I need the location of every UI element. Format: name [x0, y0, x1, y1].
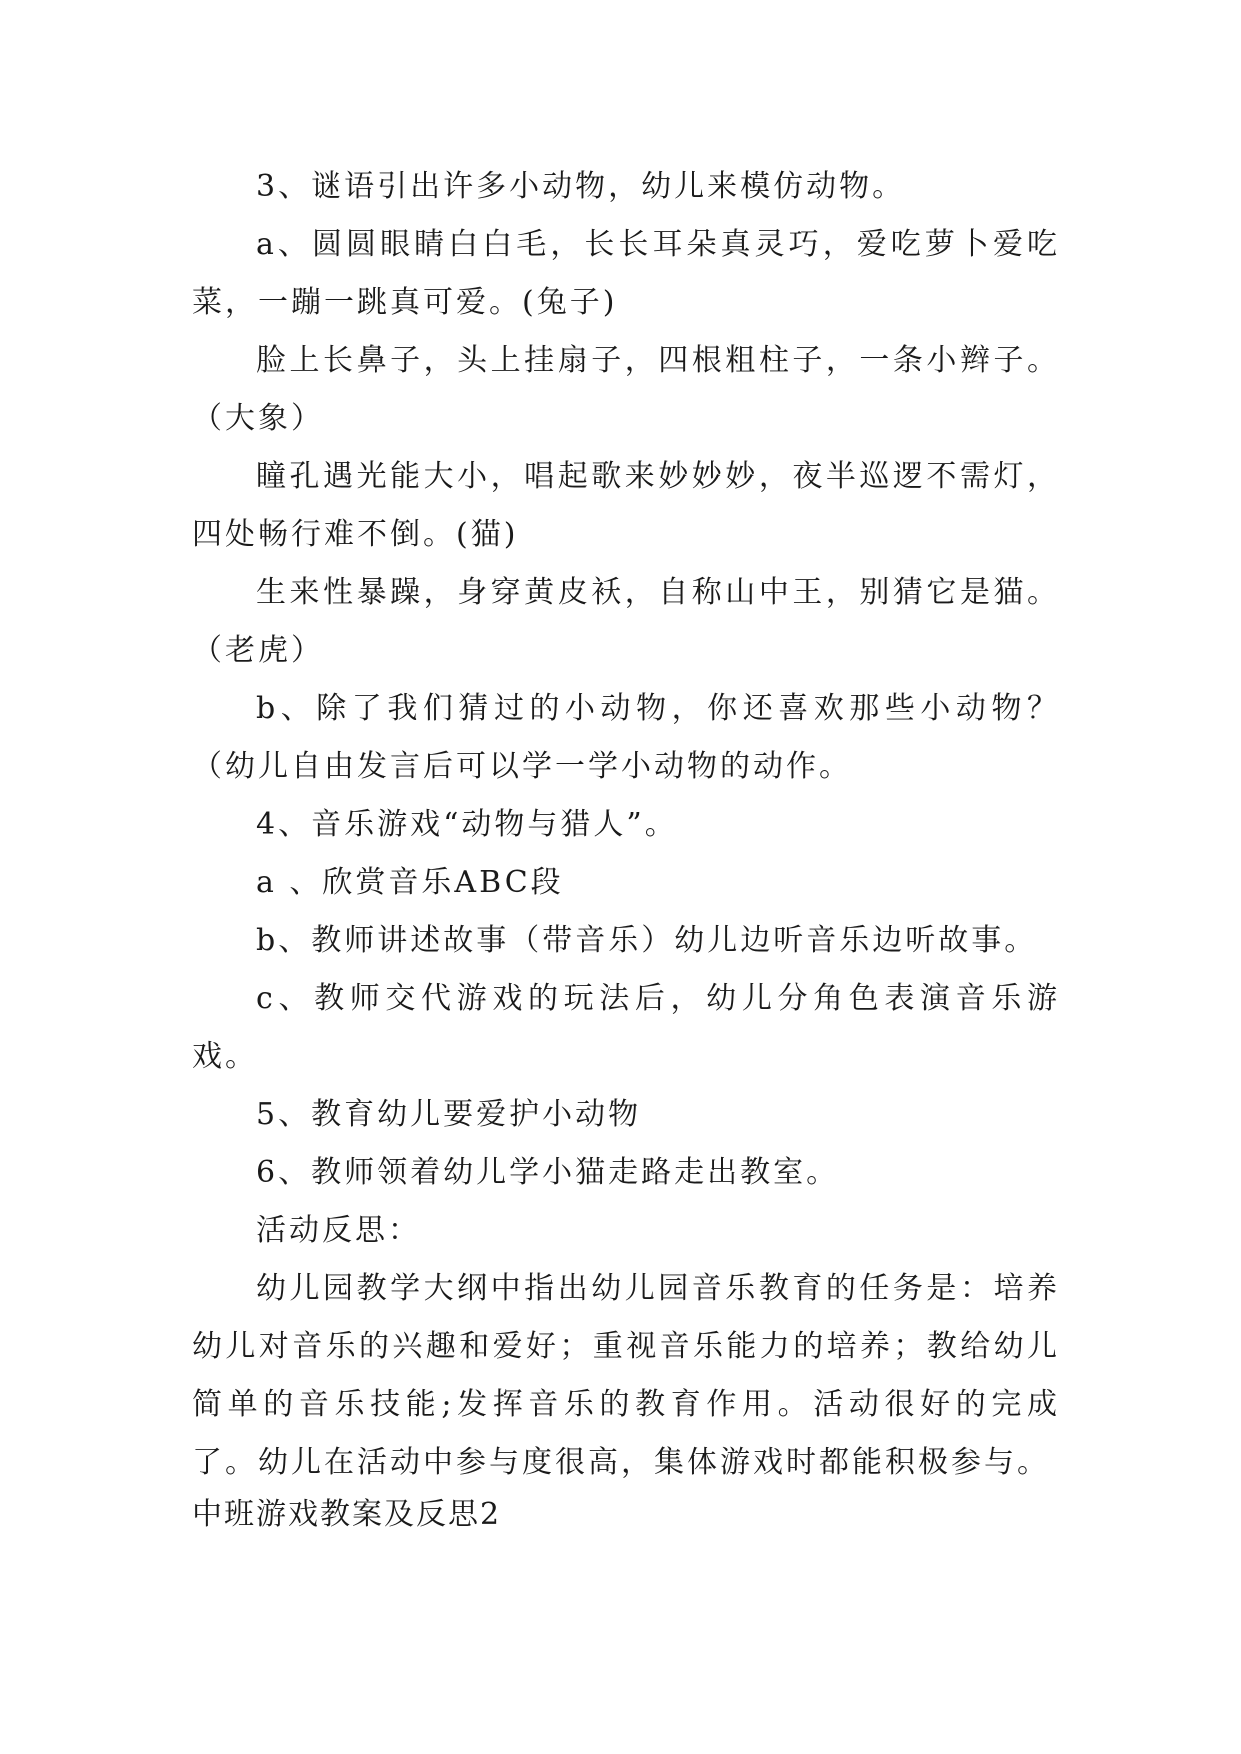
paragraph-other-animals: b、除了我们猜过的小动物，你还喜欢那些小动物？（幼儿自由发言后可以学一学小动物的动作。: [192, 691, 1060, 784]
paragraph-cat-walk: 6、教师领着幼儿学小猫走路走出教室。: [256, 1155, 840, 1190]
paragraph-music-game: 4、音乐游戏“动物与猎人”。: [256, 807, 678, 842]
paragraph-riddle-elephant: 脸上长鼻子，头上挂扇子，四根粗柱子，一条小辫子。（大象）: [192, 343, 1060, 436]
section-title: 中班游戏教案及反思2: [192, 1497, 502, 1532]
paragraph-protect-animals: 5、教育幼儿要爱护小动物: [256, 1097, 642, 1132]
paragraph-riddle-cat: 瞳孔遇光能大小，唱起歌来妙妙妙，夜半巡逻不需灯，四处畅行难不倒。(猫): [192, 459, 1060, 552]
paragraph-game-rules: c、教师交代游戏的玩法后，幼儿分角色表演音乐游戏。: [192, 981, 1060, 1074]
paragraph-reflection-body: 幼儿园教学大纲中指出幼儿园音乐教育的任务是：培养幼儿对音乐的兴趣和爱好；重视音乐能力的培养；教给幼儿简单的音乐技能;发挥音乐的教育作用。活动很好的完成了。幼儿在活动中参与度很高，集体游戏时都能积极参与。: [192, 1271, 1060, 1480]
paragraph-reflection-label: 活动反思：: [256, 1213, 421, 1248]
paragraph-music-abc: a 、欣赏音乐ABC段: [256, 865, 564, 900]
paragraph-riddle-rabbit: a、圆圆眼睛白白毛，长长耳朵真灵巧，爱吃萝卜爱吃菜，一蹦一跳真可爱。(兔子): [192, 227, 1060, 320]
paragraph-story: b、教师讲述故事（带音乐）幼儿边听音乐边听故事。: [256, 923, 1038, 958]
paragraph-riddle-tiger: 生来性暴躁，身穿黄皮袄，自称山中王，别猜它是猫。（老虎）: [192, 575, 1060, 668]
document-body: [192, 158, 1060, 1492]
paragraph-riddle-intro: 3、谜语引出许多小动物，幼儿来模仿动物。: [256, 169, 906, 204]
